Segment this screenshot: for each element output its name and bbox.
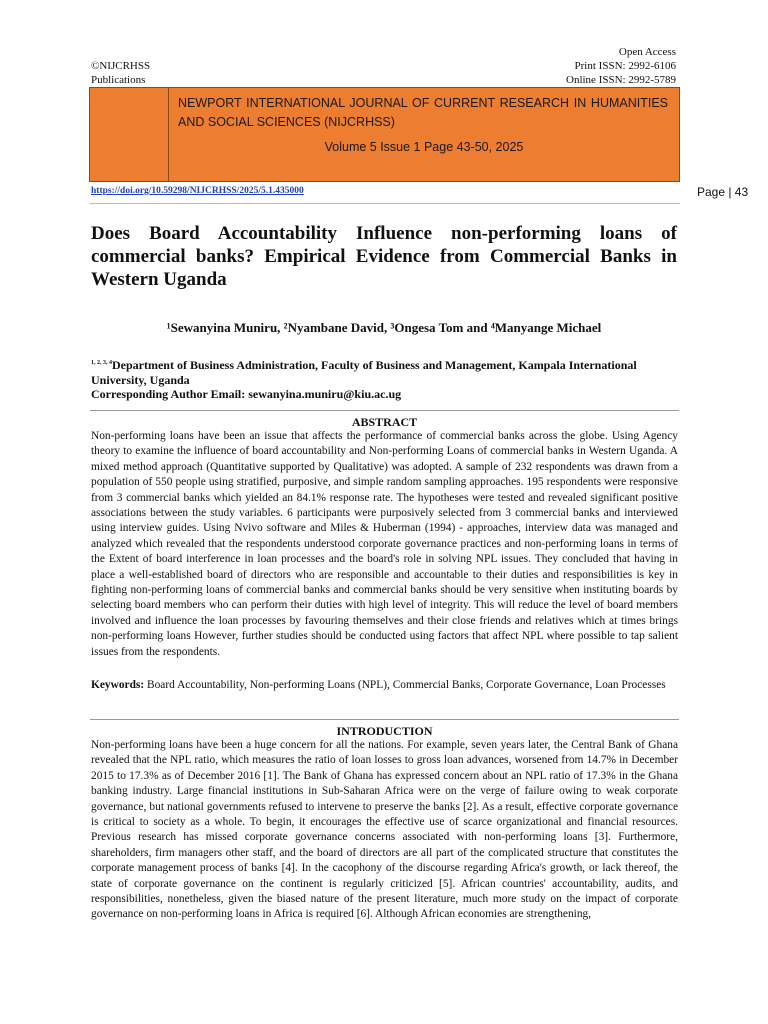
online-issn: Online ISSN: 2992-5789 [566,74,676,86]
page-divider [90,203,680,204]
page-number: Page | 43 [697,185,749,199]
introduction-body: Non-performing loans have been a huge concern for all the nations. For example, seven years later, the Central Bank of Ghana revealed that the NPL ratio, which measures the ratio of loan losses to gross loan advances, worsened from 14.7% in December 2015 to 17.3% as of December 2016 [1]. The Bank of Ghana has expressed concern about an NPL ratio of 17.3% in the Ghana banking industry. Large financial institutions in Sub-Saharan Africa were on the verge of failure owing to weak corporate governance, but national governments refused to intervene to preserve the banks [2]. As a result, effective corporate governance is critical to society as a whole. To begin, it encourages the effective use of scarce organizational and financial resources. Previous research has missed corporate governance concerns associated with non-performing loans [3]. Furthermore, shareholders, firm managers other staff, and the board of directors are all part of the complicated structure that constitutes the corporate management process of banks [4]. In the cacophony of the discourse regarding Africa's growth, or lack thereof, the state of corporate governance on the continent is regularly criticized [5]. African countries' accountability, audits, and responsibilities, nonetheless, given the biased nature of the present literature, much more study on the impact of corporate governance on non-performing loans in Africa is required [6]. Although African economies are strengthening, [91,739,678,921]
affiliation-superscripts: 1, 2, 3, 4 [91,360,112,366]
publisher-block [91,59,150,87]
corresponding-email: Corresponding Author Email: sewanyina.muniru@kiu.ac.ug [91,387,402,401]
affiliation [91,356,677,388]
abstract-body: Non-performing loans have been an issue that affects the performance of commercial banks across the globe. Using Agency theory to examine the influence of board accountability and Non-performing Loans of commercial banks in Western Uganda. A mixed method approach (Quantitative supported by Qualitative) was adopted. A sample of 232 respondents was drawn from a population of 550 people using stratified, purposive, and simple random sampling approaches. 195 respondents were responsive from 3 commercial banks which yielded an 84.1% response rate. The hypotheses were tested and revealed significant positive associations between the study variables. 6 participants were purposively selected from 3 commercial banks and interviewed using interview guides. Using Nvivo software and Miles & Huberman (1994) - approaches, interview data was managed and analyzed which revealed that the respondents understood corporate governance practices and non-performing loans in terms of the Extent of board interference in loan processes and the board's role in solving NPL issues. They concluded that having in place a well-established board of directors who are responsible and accountable to their duties and responsibilities is key in fighting non-performing loans of commercial banks and commercial banks should be very sensitive when instituting boards by selecting board members who can perform their duties with high level of integrity. This will reduce the level of board members involved and influence the loan processes by favouring themselves and their close friends and relatives which at times brings non-performing loans However, further studies should be conducted using factors that affect NPL where possible to tap salient issues from the respondents. [91,430,678,658]
publisher-copyright: ©NIJCRHSS [91,60,151,72]
intro-top-rule [90,719,679,720]
publisher-label: Publications [91,74,146,86]
keywords-line [91,678,678,693]
journal-volume: Volume 5 Issue 1 Page 43-50, 2025 [324,140,524,154]
open-access-label: Open Access [618,46,676,58]
keywords-label: Keywords: [91,679,145,691]
keywords-text: Board Accountability, Non-performing Loans (NPL), Commercial Banks, Corporate Governance, Loan Processes [147,679,666,691]
journal-name: NEWPORT INTERNATIONAL JOURNAL OF CURRENT RESEARCH IN HUMANITIES AND SOCIAL SCIENCES (NIJCRHSS) [178,96,668,129]
journal-header-box [89,87,680,182]
introduction-heading: INTRODUCTION [336,724,433,738]
author-list: ¹Sewanyina Muniru, ²Nyambane David, ³Ongesa Tom and ⁴Manyange Michael [166,320,602,335]
issn-block [566,45,676,87]
paper-title: Does Board Accountability Influence non-performing loans of commercial banks? Empirical Evidence from Commercial Banks in Western Uganda [91,223,677,290]
print-issn: Print ISSN: 2992-6106 [574,60,676,72]
abstract-top-rule [90,410,679,411]
affiliation-text: Department of Business Administration, Faculty of Business and Management, Kampala International University, Uganda [91,358,637,387]
doi-link[interactable]: https://doi.org/10.59298/NIJCRHSS/2025/5.1.435000 [91,186,304,196]
journal-logo-cell [90,88,169,181]
abstract-heading: ABSTRACT [351,415,418,429]
